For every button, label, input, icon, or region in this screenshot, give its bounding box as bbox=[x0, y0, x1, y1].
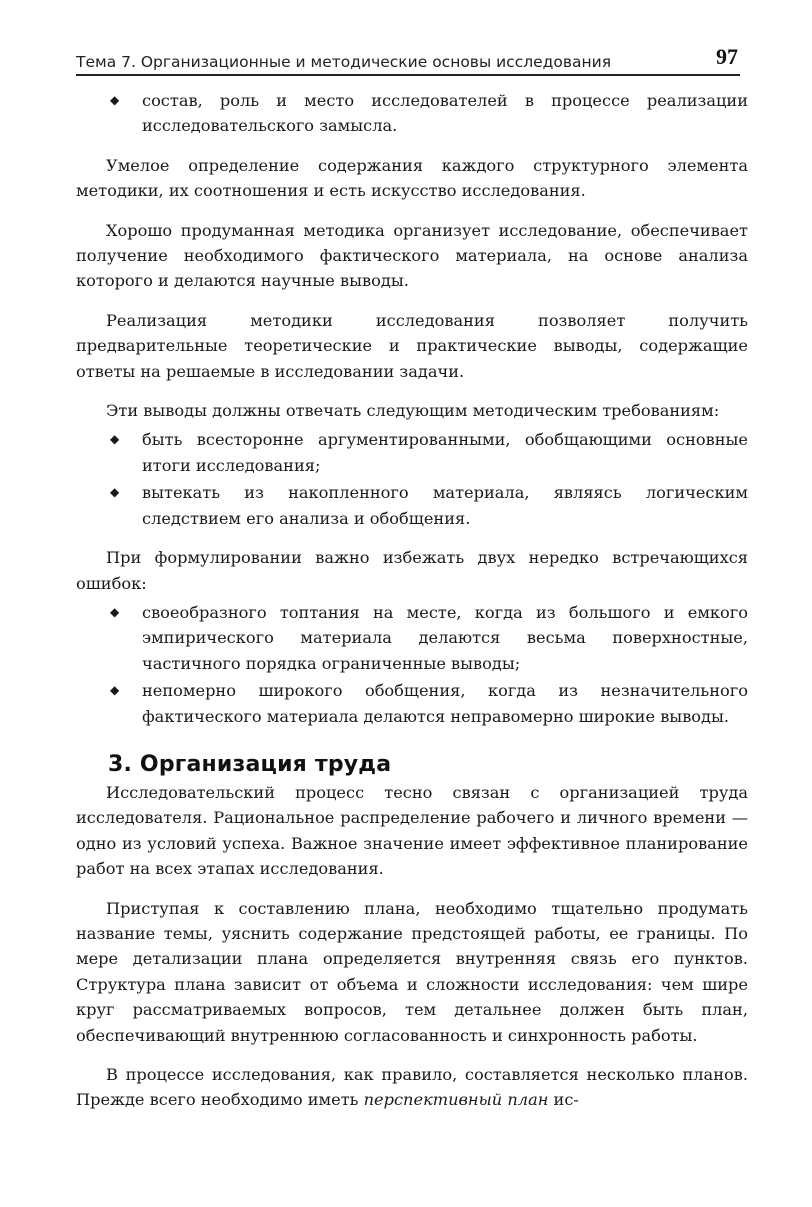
paragraph: В процессе исследования, как правило, составляется несколько планов. Прежде всего необходимо иметь перспективный план ис- bbox=[76, 1065, 748, 1110]
running-header bbox=[76, 44, 740, 76]
paragraph: Эти выводы должны отвечать следующим методическим требованиям: bbox=[106, 401, 720, 421]
list-item: ◆ своеобразного топтания на месте, когда из большого и емкого эмпирического материала делаются весьма поверхностные, частичного порядка ограниченные выводы; bbox=[76, 600, 748, 676]
running-title: Тема 7. Организационные и методические основы исследования bbox=[76, 53, 612, 71]
paragraph: Хорошо продуманная методика организует исследование, обеспечивает получение необходимого фактического материала, на основе анализа которого и делаются научные выводы. bbox=[76, 220, 748, 291]
paragraph: Исследовательский процесс тесно связан с организацией труда исследователя. Рациональное распределение рабочего и личного времени — одно из условий успеха. Важное значение имеет эффективное планирование работ на всех этапах исследования. bbox=[76, 783, 748, 879]
diamond-bullet-icon: ◆ bbox=[110, 485, 120, 500]
diamond-bullet-icon: ◆ bbox=[110, 93, 120, 107]
bullet-list-continued bbox=[76, 88, 748, 139]
paragraph: Умелое определение содержания каждого структурного элемента методики, их соотношения и есть искусство исследования. bbox=[76, 155, 748, 201]
list-item: ◆ состав, роль и место исследователей в процессе реализации исследовательского замысла. bbox=[76, 88, 748, 139]
section-text bbox=[76, 780, 748, 1127]
paragraph: Реализация методики исследования позволяет получить предварительные теоретические и практические выводы, содержащие ответы на решаемые в исследовании задачи. bbox=[76, 310, 748, 381]
requirements-list bbox=[76, 427, 748, 531]
paragraph: Приступая к составлению плана, необходимо тщательно продумать название темы, уяснить содержание предстоящей работы, ее границы. По мере детализации плана определяется внутренняя связь его пунктов. Структура плана зависит от объема и сложности исследования: чем шире круг рассматриваемых вопросов, тем детальнее должен быть план, обеспечивающий внутреннюю согласованность и синхронность работы. bbox=[76, 898, 748, 1045]
diamond-bullet-icon: ◆ bbox=[110, 683, 120, 698]
emphasis-term: перспективный план bbox=[363, 1090, 549, 1110]
errors-list bbox=[76, 600, 748, 729]
list-item: ◆ вытекать из накопленного материала, являясь логическим следствием его анализа и обобщения. bbox=[76, 480, 748, 531]
list-item: ◆ быть всесторонне аргументированными, обобщающими основные итоги исследования; bbox=[76, 427, 748, 478]
paragraph: При формулировании важно избежать двух нередко встречающихся ошибок: bbox=[76, 548, 748, 593]
diamond-bullet-icon: ◆ bbox=[110, 432, 120, 447]
page-number: 97 bbox=[716, 44, 738, 69]
section-heading: 3. Организация труда bbox=[108, 752, 392, 777]
upper-text bbox=[76, 88, 748, 743]
list-item: ◆ непомерно широкого обобщения, когда из незначительного фактического материала делаются неправомерно широкие выводы. bbox=[76, 678, 748, 729]
diamond-bullet-icon: ◆ bbox=[110, 604, 120, 619]
